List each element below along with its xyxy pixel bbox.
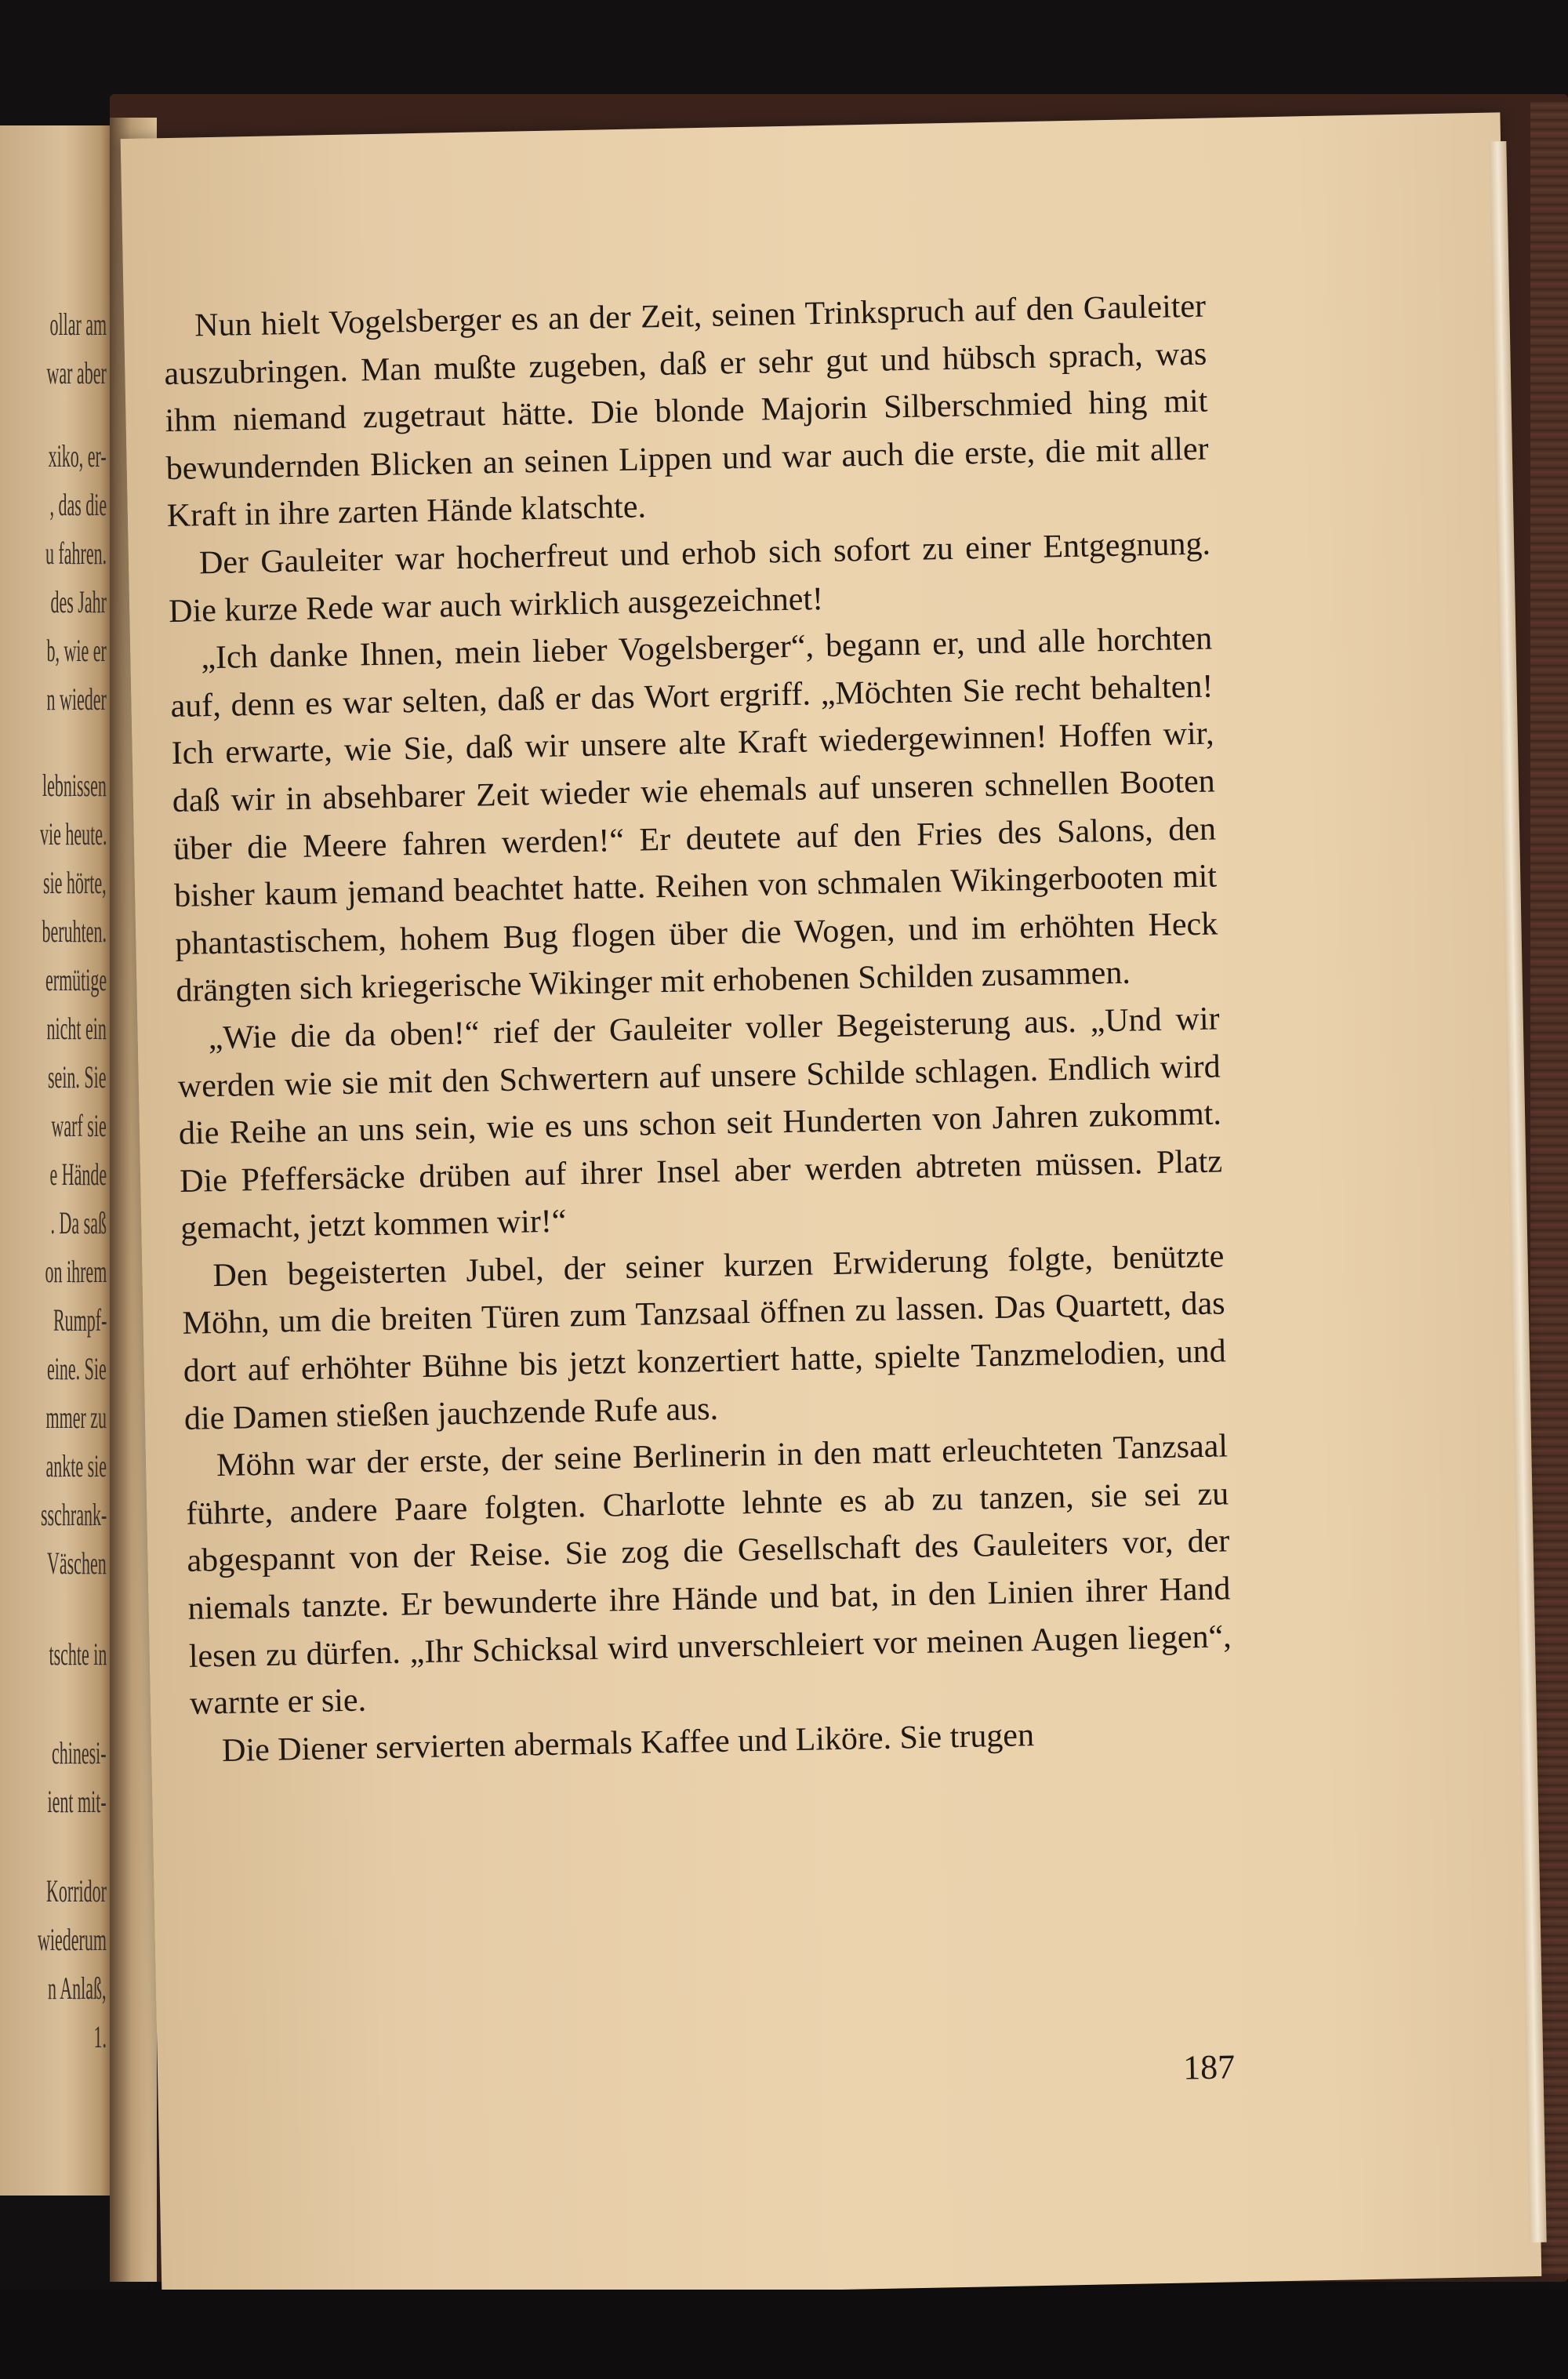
left-page-fragment: on ihrem — [45, 1254, 107, 1289]
left-page-fragment: lebnissen — [42, 768, 107, 803]
left-page-fragment: des Jahr — [50, 584, 107, 619]
paragraph: Die Diener servierten abermals Kaffee und Liköre. Sie trugen — [221, 1716, 1035, 1769]
left-page-fragment: u fahren. — [45, 536, 107, 571]
left-page-fragment: warf sie — [51, 1108, 107, 1143]
left-page-fragment: n Anlaß, — [48, 1970, 107, 2006]
left-page-fragment: . Da saß — [50, 1205, 107, 1240]
left-page-fragment: 1. — [93, 2019, 107, 2054]
left-page-fragment: vie heute. — [39, 816, 107, 852]
paragraph: Möhn war der erste, der seine Berlinerin in den matt erleuchteten Tanzsaal führte, andere Paare folgten. Charlotte lehnte es ab zu tanzen, sie sei zu abgespannt von der Reise. Sie zog die Gesellschaft des Gauleiters vor, der niemals tanzte. Er bewunderte ihre Hände und bat, in den Linien ihrer Hand lesen zu dürfen. „Ihr Schicksal wird unverschleiert vor meinen Augen liegen“, warnte er sie. — [185, 1428, 1232, 1723]
left-page-fragment: Rumpf- — [53, 1302, 107, 1338]
paragraph: Nun hielt Vogelsberger es an der Zeit, seinen Trinkspruch auf den Gauleiter auszubringen. Man mußte zugeben, daß er sehr gut und hübsch sprach, was ihm niemand zugetraut hätte. Die blonde Majorin Silberschmied hing mit bewundernden Blicken an seinen Lippen und war auch die erste, die mit aller Kraft in ihre zarten Hände klatschte. — [163, 288, 1209, 535]
left-page — [0, 125, 118, 2196]
left-page-fragment: mmer zu — [45, 1400, 107, 1435]
left-page-fragment: nicht ein — [46, 1011, 107, 1046]
right-page — [121, 112, 1542, 2302]
left-page-fragment: ollar am — [49, 307, 107, 342]
left-page-fragment: eine. Sie — [47, 1351, 107, 1386]
left-page-fragment: ankte sie — [45, 1448, 107, 1484]
paragraph: Der Gauleiter war hocherfreut und erhob sich sofort zu einer Entgegnung. Die kurze Rede war auch wirklich ausgezeichnet! — [168, 525, 1211, 630]
left-page-fragment: ermütige — [45, 962, 107, 997]
body-text — [163, 283, 1234, 1776]
paragraph: „Wie die da oben!“ rief der Gauleiter voller Begeisterung aus. „Und wir werden wie sie mit den Schwertern auf unsere Schilde schlagen. Endlich wird die Reihe an uns sein, wie es uns schon seit Hunderten von Jahren zukommt. Die Pfeffersäcke drüben auf ihrer Insel aber werden abtreten müssen. Platz gemacht, jetzt kommen wir!“ — [177, 1001, 1223, 1248]
left-page-fragment: Väschen — [47, 1545, 107, 1581]
table-surface — [0, 2290, 1568, 2379]
left-page-fragment: xiko, er- — [48, 438, 107, 474]
left-page-fragment: war aber — [46, 355, 107, 390]
left-page-fragment: sein. Sie — [48, 1059, 107, 1095]
left-page-fragment: wiederum — [38, 1922, 107, 1957]
left-page-fragment: sschrank- — [40, 1497, 107, 1532]
page-number: 187 — [1182, 2047, 1236, 2087]
paragraph: „Ich danke Ihnen, mein lieber Vogelsberger“, begann er, und alle horchten auf, denn es war selten, daß er das Wort ergriff. „Möchten Sie recht behalten! Ich erwarte, wie Sie, daß wir unsere alte Kraft wiedergewinnen! Hoffen wir, daß wir in absehbarer Zeit wieder wie ehemals auf unseren schnellen Booten über die Meere fahren werden!“ Er deutete auf den Fries des Salons, den bisher kaum jemand beachtet hatte. Reihen von schmalen Wikingerbooten mit phantastischem, hohem Bug flogen über die Wogen, und im erhöhten Heck drängten sich kriegerische Wikinger mit erhobenen Schilden zusammen. — [170, 620, 1218, 1010]
paragraph: Den begeisterten Jubel, der seiner kurzen Erwiderung folgte, benützte Möhn, um die breiten Türen zum Tanzsaal öffnen zu lassen. Das Quartett, das dort auf erhöhter Bühne bis jetzt konzertiert hatte, spielte Tanzmelodien, und die Damen stießen jauchzende Rufe aus. — [182, 1238, 1227, 1437]
left-page-fragment: chinesi- — [52, 1735, 107, 1771]
left-page-fragment: beruhten. — [42, 913, 107, 949]
left-page-fragment: n wieder — [46, 681, 107, 717]
left-page-fragment: sie hörte, — [43, 865, 107, 900]
left-page-fragment: e Hände — [49, 1157, 107, 1192]
left-page-fragment: ient mit- — [47, 1784, 107, 1819]
left-page-fragment: b, wie er — [46, 633, 107, 668]
left-page-fragment: tschte in — [49, 1636, 107, 1672]
left-page-fragment: Korridor — [46, 1873, 107, 1909]
left-page-fragment: , das die — [49, 487, 107, 522]
